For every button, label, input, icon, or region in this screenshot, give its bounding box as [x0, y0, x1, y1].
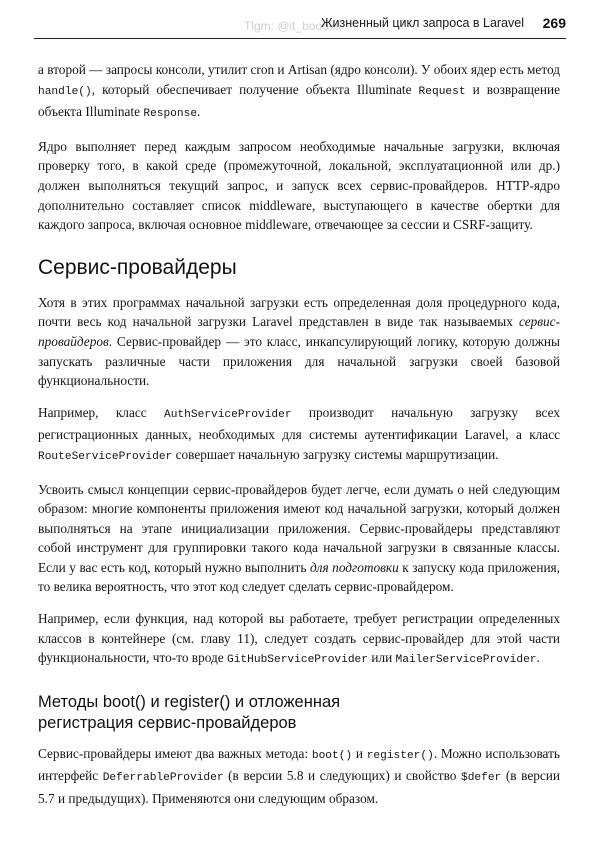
text: а второй — запросы консоли, утилит cron и Artisan (ядро консоли). У обоих ядер есть метод [38, 62, 560, 77]
text: Хотя в этих программах начальной загрузки есть определенная доля процедурного кода, почти весь код начальной загрузки Laravel представлен в виде так называемых [38, 294, 560, 330]
code-github-service-provider: GitHubServiceProvider [227, 654, 368, 667]
paragraph-kernel-bootstrap: Ядро выполняет перед каждым запросом необходимые начальные загрузки, включая проверку того, в какой среде (промежуточной, локальной, эксплуатационной или др.) должен выполняться текущий запрос, и запуск всех сервис-провайдеров. HTTP-ядро дополнительно составляет список middleware, выступающего в качестве обертки для каждого запроса, включая основное middleware, отвечающее за сессии и CSRF-защиту. [38, 138, 560, 233]
code-boot: boot() [311, 749, 353, 762]
watermark: Tlgm: @it_boooks [244, 19, 341, 33]
running-title: Жизненный цикл запроса в Laravel [320, 16, 524, 30]
subsection-heading-boot-register [38, 692, 560, 734]
code-mailer-service-provider: MailerServiceProvider [395, 654, 537, 667]
page-body [38, 60, 560, 821]
text: . [197, 104, 201, 120]
paragraph-kernels [38, 60, 560, 125]
text: , который обеспечивает получение объекта Illuminate [91, 81, 419, 97]
text: или [368, 650, 396, 666]
code-handle: handle() [38, 85, 92, 98]
page-number: 269 [542, 15, 566, 31]
text: Например, если функция, над которой вы работаете, требует регистрации определенных классов в контейнере (см. главу 11), следует создать сервис-провайдер для этой части функциональности, что-то вроде [38, 611, 560, 666]
paragraph-example-providers [38, 609, 560, 671]
text: Усвоить смысл концепции сервис-провайдеров будет легче, если думать о ней следующим образом: многие компоненты приложения имеют код начальной загрузки, который должен выполняться на этапе инициализации приложения. Сервис-провайдеры представляют собой инструмент для группировки такого кода начальной загрузки в связанные классы. Если у вас есть код, который нужно выполнить [38, 481, 560, 575]
text: . [536, 650, 540, 666]
text: и [352, 745, 367, 761]
heading-line-2: регистрация сервис-провайдеров [38, 713, 297, 732]
text: . Сервис-провайдер — это класс, инкапсулирующий логику, которую должны запускать различные части приложения для начальной загрузки своей базовой функциональности. [38, 333, 560, 389]
code-response: Response [143, 108, 198, 121]
text: (в версии 5.8 и следующих) и свойство [223, 768, 461, 784]
code-request: Request [418, 85, 466, 98]
code-register: register() [366, 749, 434, 762]
paragraph-service-providers-intro [38, 293, 560, 391]
text: к запуску кода приложения, то велика вероятность, что этот код следует сделать сервис-провайдером. [38, 559, 560, 595]
text: . Можно использовать интерфейс [38, 745, 560, 784]
paragraph-boot-register [38, 744, 560, 809]
heading-line-1: Методы boot() и register() и отложенная [38, 692, 341, 711]
section-heading-service-providers: Сервис-провайдеры [38, 255, 237, 279]
text: совершает начальную загрузку системы маршрутизации. [172, 446, 499, 462]
text: и возвращение объекта Illuminate [38, 81, 560, 120]
text: производит начальную загрузку всех регистрационных данных, необходимых для системы аутентификации Laravel, а класс [38, 404, 560, 443]
paragraph-auth-route-providers [38, 403, 560, 468]
running-header [34, 14, 566, 39]
code-auth-service-provider: AuthServiceProvider [164, 408, 292, 421]
paragraph-concept [38, 480, 560, 598]
text: (в версии 5.7 и предыдущих). Применяются они следующим образом. [38, 768, 561, 807]
text: Сервис-провайдеры имеют два важных метода: [38, 745, 312, 761]
code-deferrable-provider: DeferrableProvider [102, 772, 224, 785]
code-defer: $defer [460, 772, 502, 785]
emphasis-for-preparation: для подготовки [309, 559, 399, 575]
emphasis-service-providers: сервис-провайдеров [38, 314, 560, 349]
text: Например, класс [38, 404, 164, 420]
code-route-service-provider: RouteServiceProvider [38, 450, 173, 463]
